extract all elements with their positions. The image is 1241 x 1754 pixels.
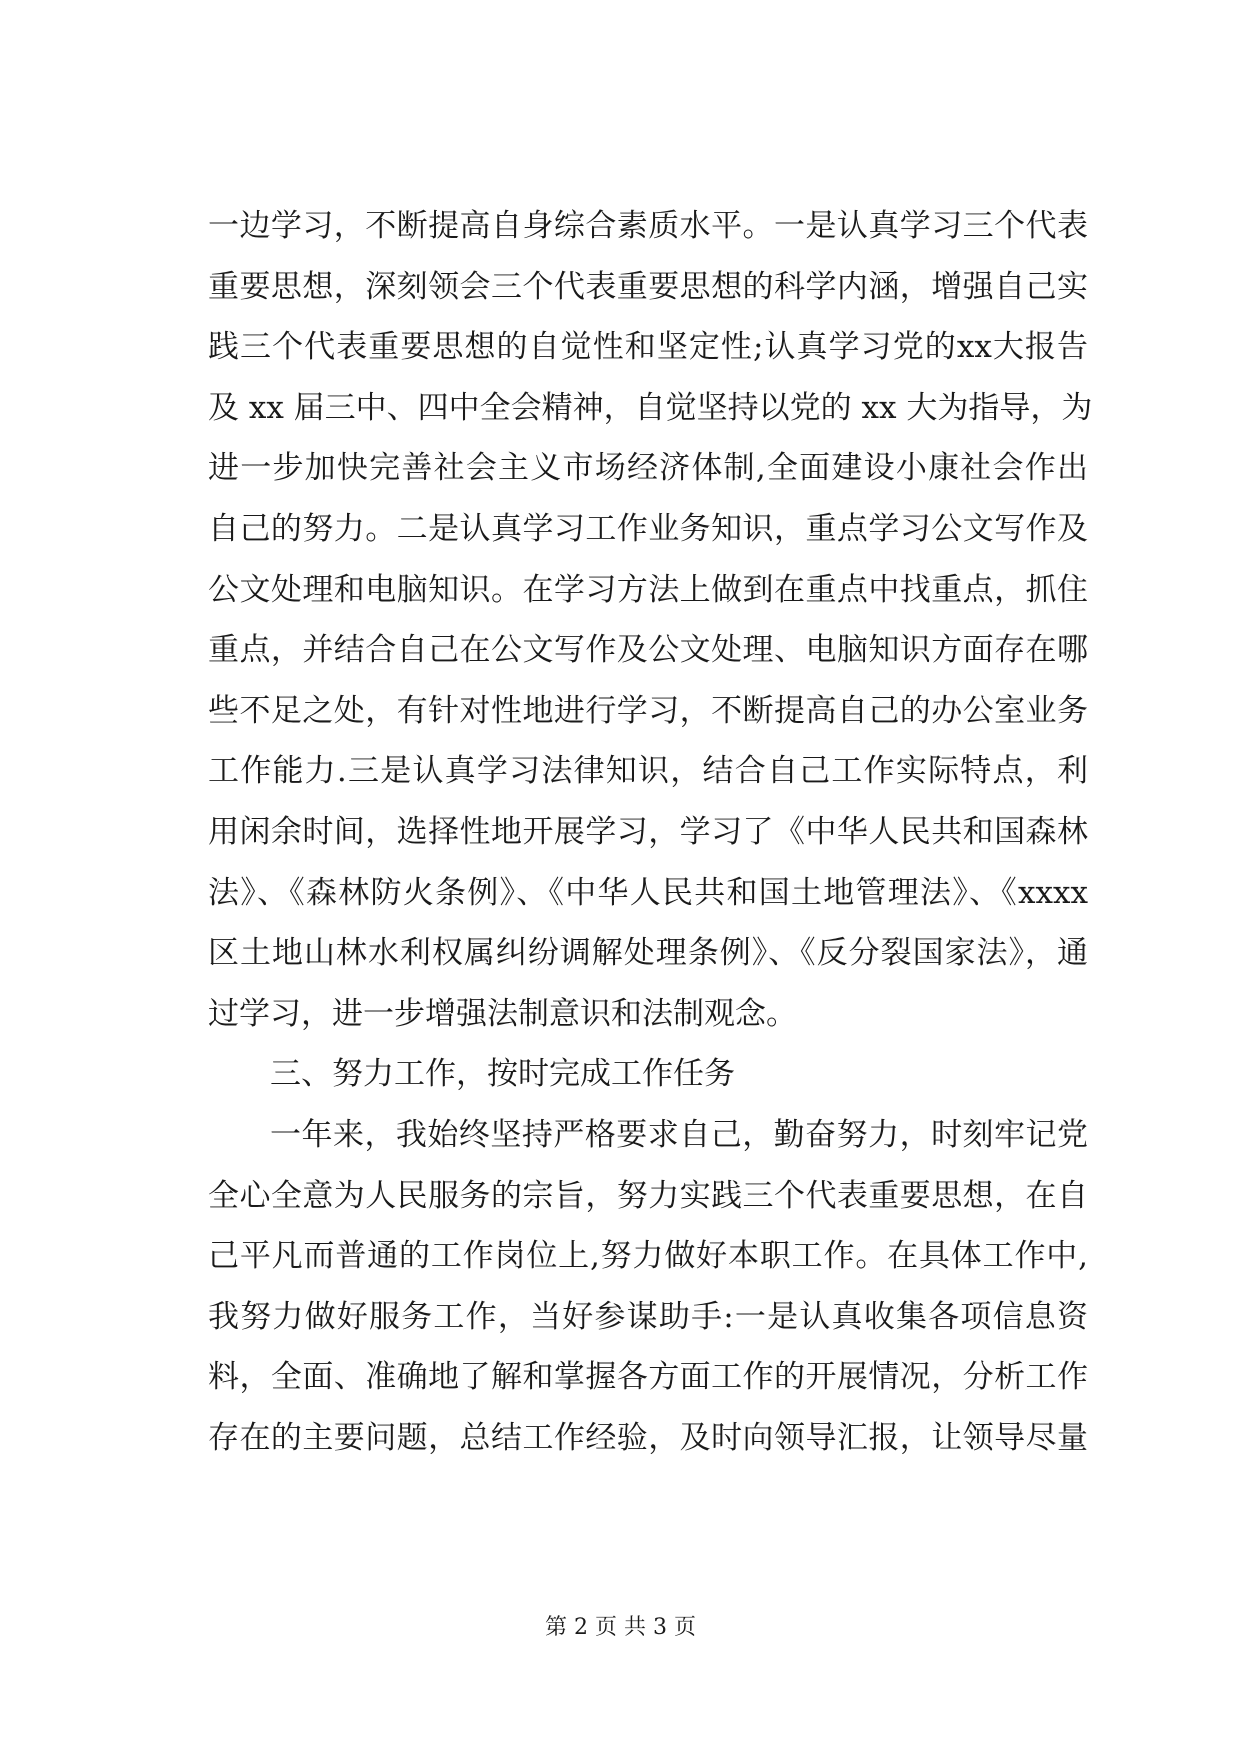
- section-heading: 三、努力工作，按时完成工作任务: [270, 1056, 735, 1093]
- paragraph-1-line: 践三个代表重要思想的自觉性和坚定性;认真学习党的xx大报告: [208, 329, 1088, 366]
- paragraph-1-line: 重要思想，深刻领会三个代表重要思想的科学内涵，增强自己实: [208, 268, 1088, 305]
- paragraph-2-line: 我努力做好服务工作，当好参谋助手:一是认真收集各项信息资: [208, 1298, 1088, 1335]
- paragraph-1-line: 公文处理和电脑知识。在学习方法上做到在重点中找重点，抓住: [208, 571, 1088, 608]
- paragraph-1-line: 自己的努力。二是认真学习工作业务知识，重点学习公文写作及: [208, 510, 1088, 547]
- document-body: [208, 196, 1093, 1468]
- paragraph-1-line: 用闲余时间，选择性地开展学习，学习了《中华人民共和国森林: [208, 813, 1088, 850]
- paragraph-2-line: 一年来，我始终坚持严格要求自己，勤奋努力，时刻牢记党: [270, 1116, 1088, 1153]
- paragraph-1-line: 及 xx 届三中、四中全会精神，自觉坚持以党的 xx 大为指导，为: [208, 389, 1093, 426]
- paragraph-1-line: 重点，并结合自己在公文写作及公文处理、电脑知识方面存在哪: [208, 632, 1088, 669]
- paragraph-2-line: 存在的主要问题，总结工作经验，及时向领导汇报，让领导尽量: [208, 1419, 1088, 1456]
- paragraph-2-line: 己平凡而普通的工作岗位上,努力做好本职工作。在具体工作中,: [208, 1238, 1088, 1275]
- paragraph-1-line: 工作能力.三是认真学习法律知识，结合自己工作实际特点，利: [208, 753, 1088, 790]
- paragraph-2-line: 全心全意为人民服务的宗旨，努力实践三个代表重要思想，在自: [208, 1177, 1088, 1214]
- paragraph-1-line: 些不足之处，有针对性地进行学习，不断提高自己的办公室业务: [208, 692, 1088, 729]
- paragraph-1-line: 过学习，进一步增强法制意识和法制观念。: [208, 995, 797, 1032]
- paragraph-1-line: 区土地山林水利权属纠纷调解处理条例》、《反分裂国家法》，通: [208, 935, 1088, 972]
- page-number-footer: 第 2 页 共 3 页: [545, 1615, 696, 1640]
- paragraph-1-line: 进一步加快完善社会主义市场经济体制,全面建设小康社会作出: [208, 450, 1088, 487]
- paragraph-1-line: 法》、《森林防火条例》、《中华人民共和国土地管理法》、《xxxx: [208, 874, 1088, 911]
- paragraph-2-line: 料，全面、准确地了解和掌握各方面工作的开展情况，分析工作: [208, 1359, 1088, 1396]
- paragraph-1-line: 一边学习，不断提高自身综合素质水平。一是认真学习三个代表: [208, 208, 1088, 244]
